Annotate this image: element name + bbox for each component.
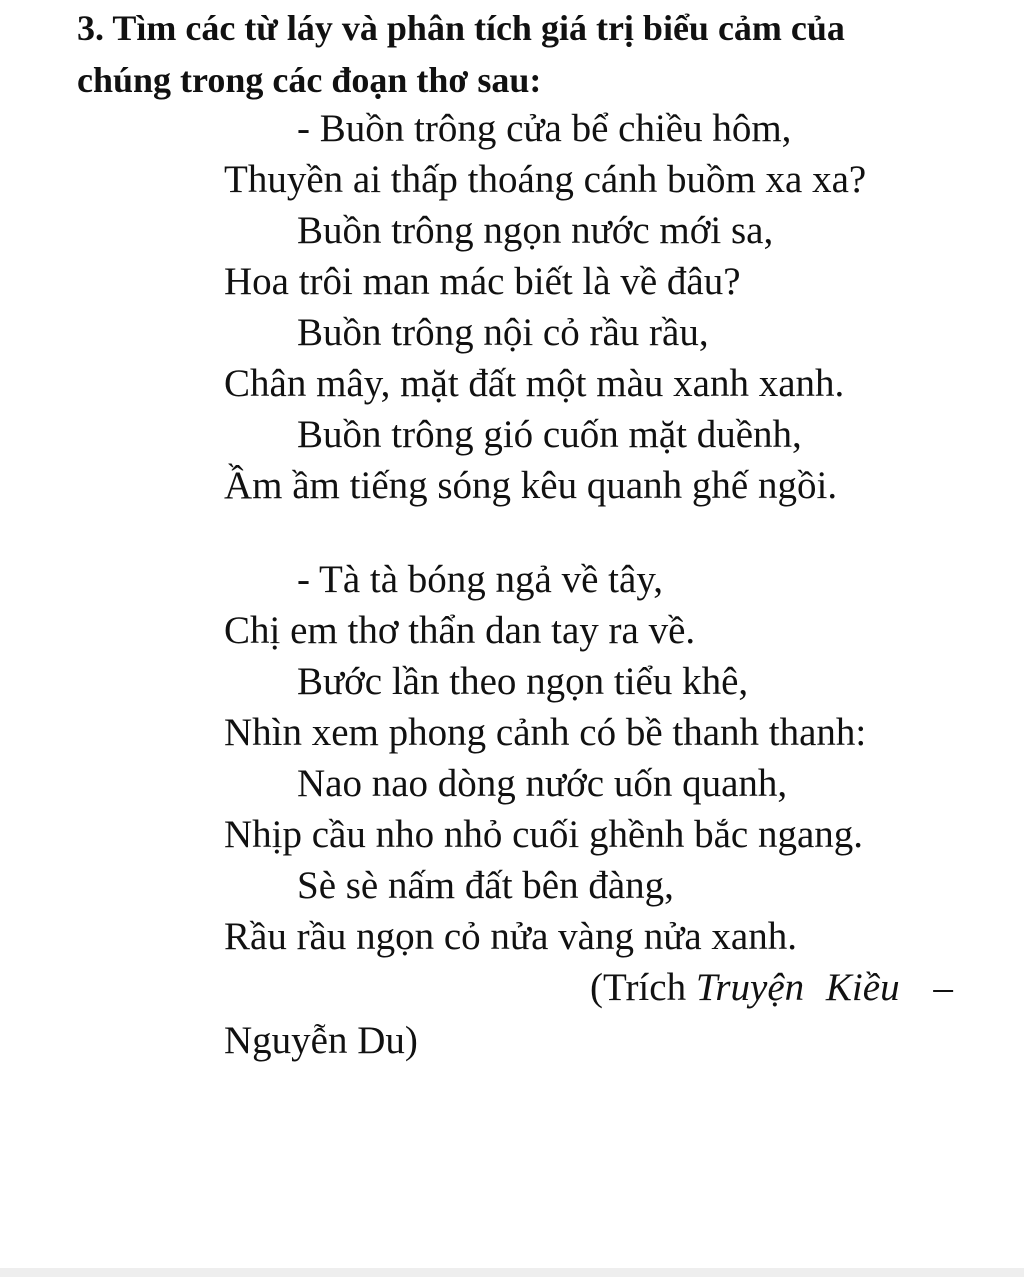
exercise-heading (77, 2, 1012, 106)
poem-stanza-1 (224, 103, 866, 511)
verse-line: Ầm ầm tiếng sóng kêu quanh ghế ngồi. (224, 464, 838, 507)
citation-dash: – (933, 966, 953, 1009)
heading-line-2: chúng trong các đoạn thơ sau: (77, 60, 542, 100)
verse-line: Nao nao dòng nước uốn quanh, (297, 762, 788, 805)
verse-line: Chân mây, mặt đất một màu xanh xanh. (224, 362, 845, 405)
verse-line: Chị em thơ thẩn dan tay ra về. (224, 609, 696, 652)
verse-line: - Tà tà bóng ngả về tây, (297, 558, 664, 601)
citation-source (590, 962, 953, 1013)
verse-line: - Buồn trông cửa bể chiều hôm, (297, 107, 792, 150)
verse-line: Nhìn xem phong cảnh có bề thanh thanh: (224, 711, 867, 754)
verse-line: Buồn trông ngọn nước mới sa, (297, 209, 774, 252)
citation-author: Nguyễn Du) (224, 1019, 418, 1062)
page-bottom-edge (0, 1268, 1024, 1277)
verse-line: Hoa trôi man mác biết là về đâu? (224, 260, 741, 303)
verse-line: Buồn trông gió cuốn mặt duềnh, (297, 413, 802, 456)
verse-line: Buồn trông nội cỏ rầu rầu, (297, 311, 709, 354)
poem-stanza-2 (224, 554, 866, 962)
citation-prefix: (Trích (590, 966, 687, 1009)
heading-line-1: 3. Tìm các từ láy và phân tích giá trị biểu cảm của (77, 8, 845, 48)
verse-line: Sè sè nấm đất bên đàng, (297, 864, 674, 907)
citation-work-title: Truyện Kiều (695, 966, 900, 1009)
verse-line: Thuyền ai thấp thoáng cánh buồm xa xa? (224, 158, 867, 201)
verse-line: Rầu rầu ngọn cỏ nửa vàng nửa xanh. (224, 915, 797, 958)
verse-line: Nhịp cầu nho nhỏ cuối ghềnh bắc ngang. (224, 813, 864, 856)
verse-line: Bước lần theo ngọn tiểu khê, (297, 660, 749, 703)
